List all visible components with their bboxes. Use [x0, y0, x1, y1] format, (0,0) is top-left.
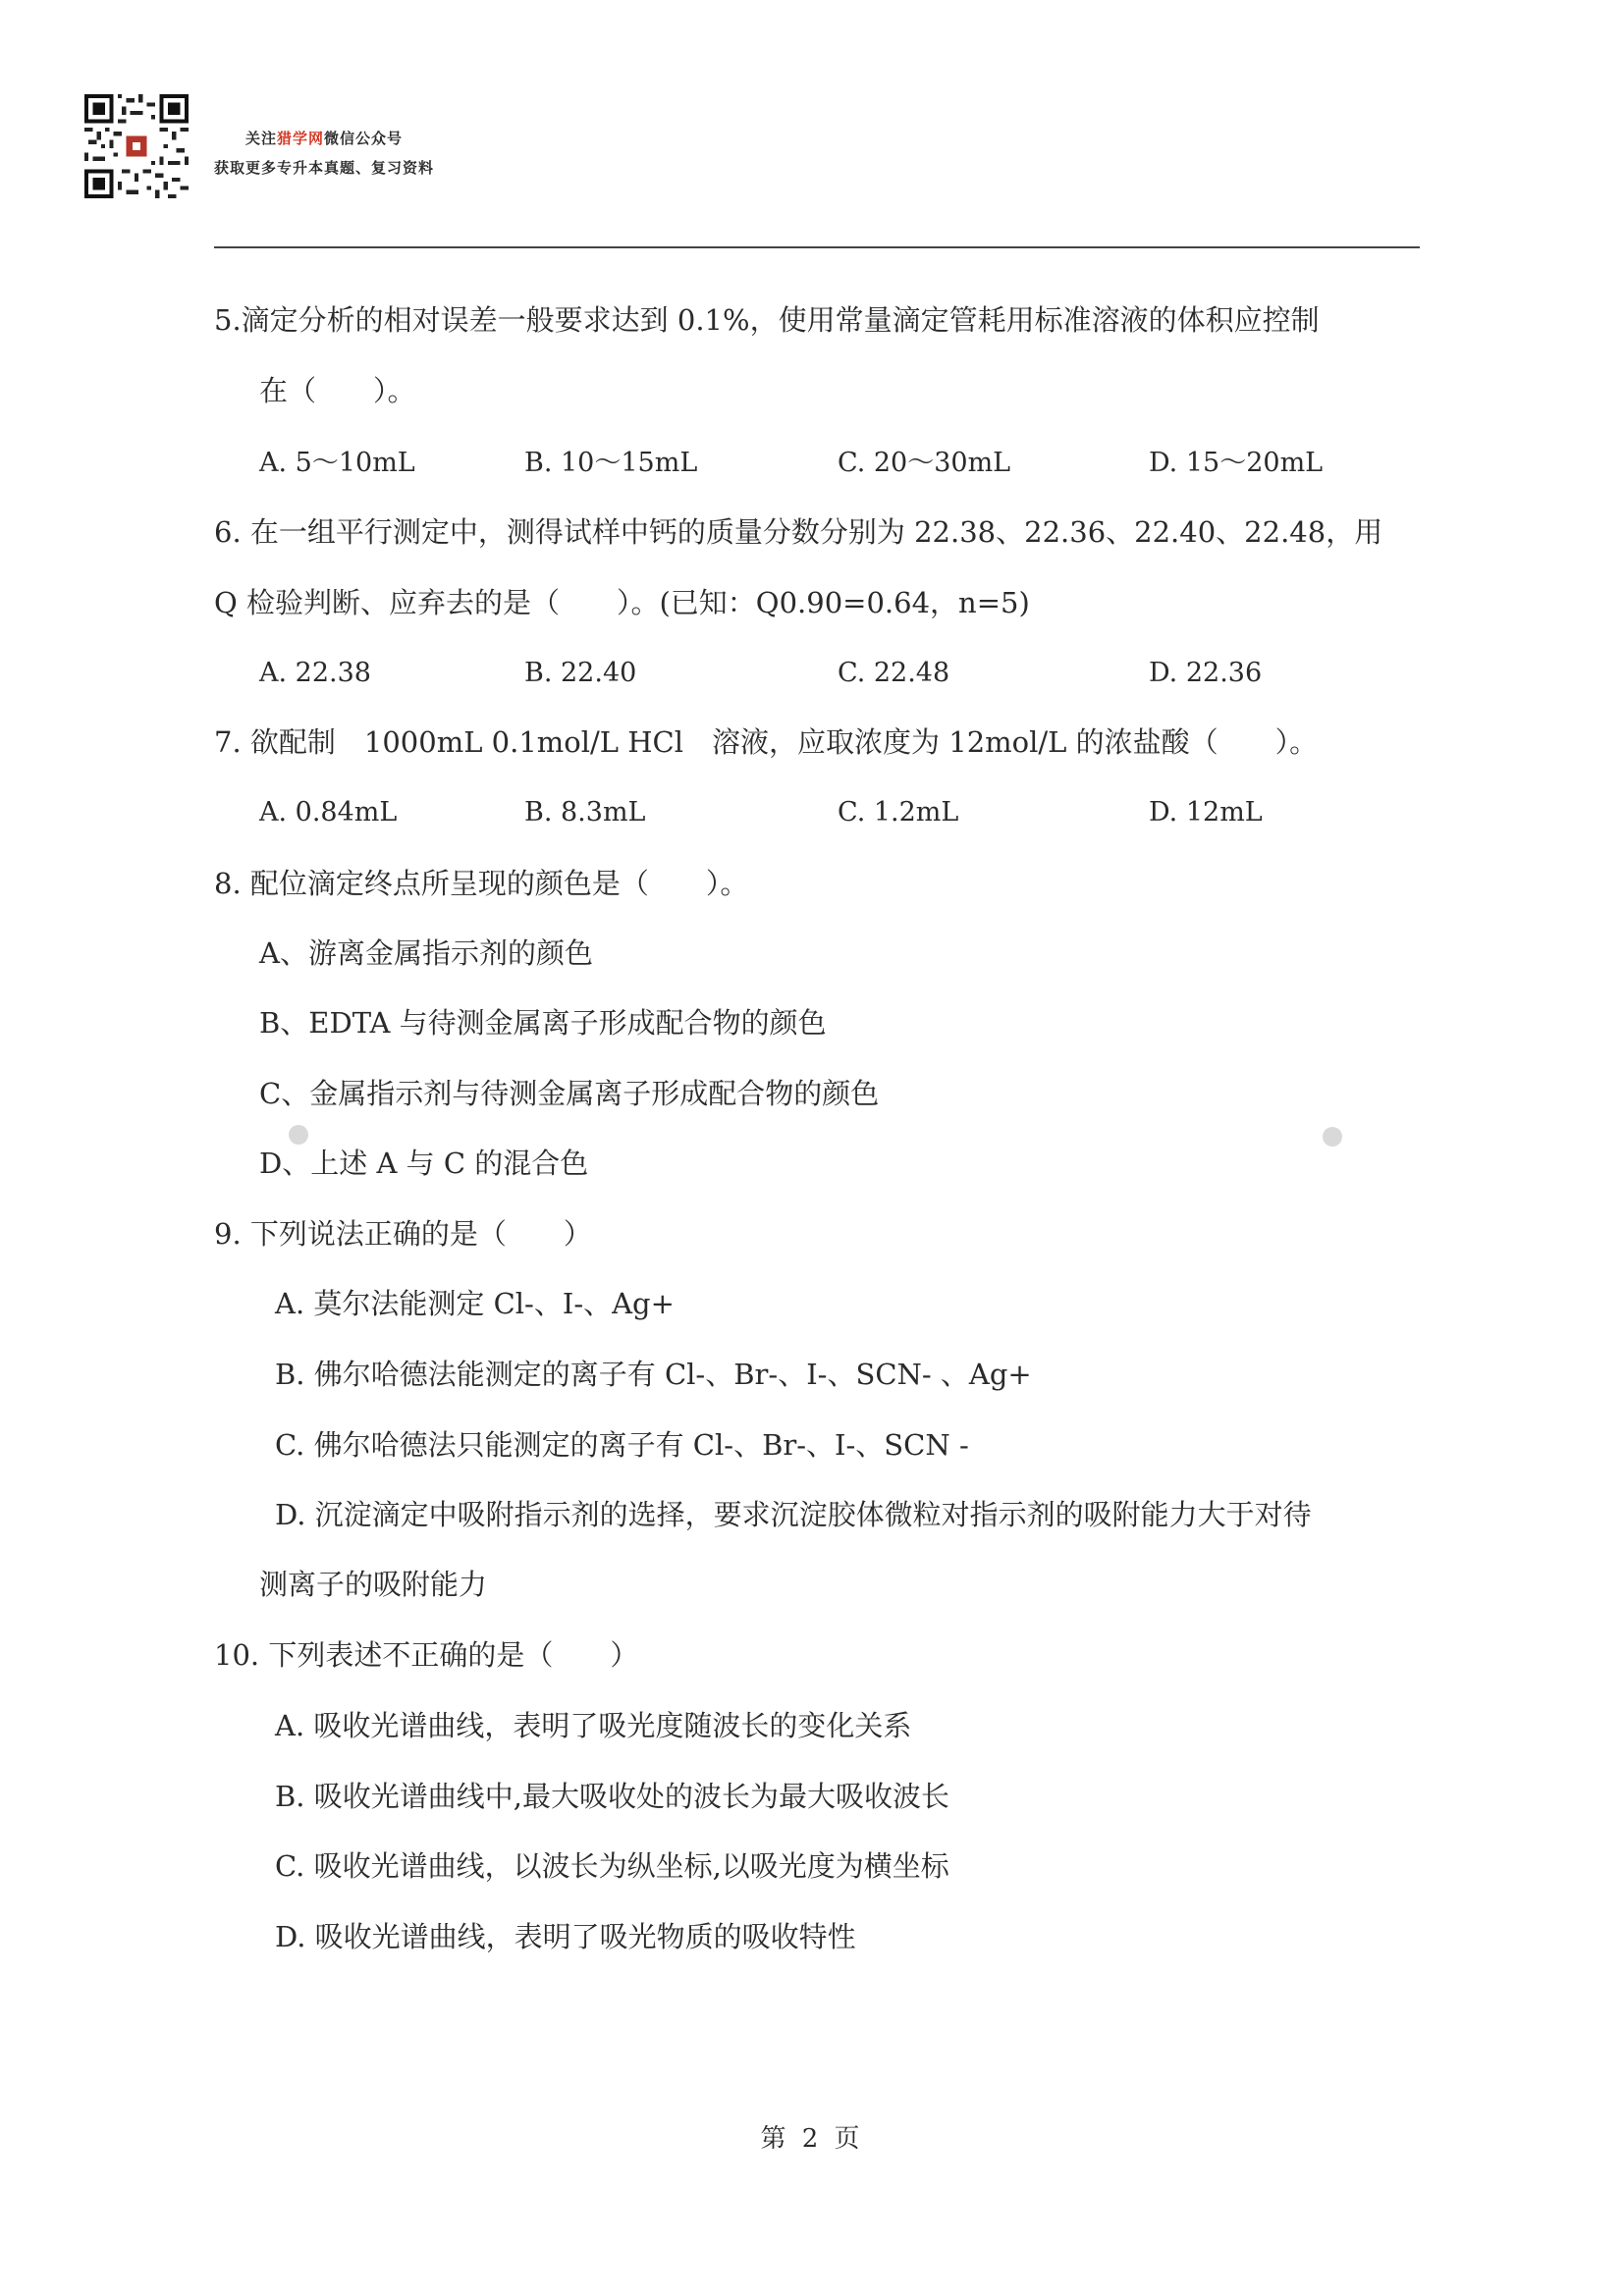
header-brand: 猎学网: [277, 130, 325, 147]
scan-dot-right: [1323, 1127, 1342, 1147]
q5-option-c: C. 20～30mL: [838, 448, 1011, 478]
q6-stem-line2: Q 检验判断、应弃去的是（ ）。(已知：Q0.90=0.64，n=5): [214, 586, 1030, 619]
q9-stem: 9. 下列说法正确的是（ ）: [214, 1217, 592, 1251]
q7-option-c: C. 1.2mL: [838, 797, 959, 828]
q10-option-b: B. 吸收光谱曲线中,最大吸收处的波长为最大吸收波长: [275, 1780, 949, 1813]
q7-stem: 7. 欲配制 1000mL 0.1mol/L HCl 溶液，应取浓度为 12mol/L 的浓盐酸（ ）。: [214, 725, 1319, 759]
header-wechat-line: [245, 128, 403, 148]
q8-option-c: C、金属指示剂与待测金属离子形成配合物的颜色: [259, 1077, 880, 1110]
header-prefix: 关注: [245, 130, 278, 147]
q7-option-b: B. 8.3mL: [524, 797, 646, 828]
q7-option-a: A. 0.84mL: [259, 797, 398, 828]
q9-option-d-line2: 测离子的吸附能力: [259, 1568, 488, 1601]
q5-option-b: B. 10～15mL: [524, 448, 698, 478]
q10-stem: 10. 下列表述不正确的是（ ）: [214, 1638, 639, 1672]
q6-option-b: B. 22.40: [524, 658, 637, 688]
q6-option-c: C. 22.48: [838, 658, 950, 688]
q9-option-c: C. 佛尔哈德法只能测定的离子有 Cl-、Br-、I-、SCN -: [275, 1428, 969, 1462]
q7-option-d: D. 12mL: [1149, 797, 1263, 828]
q5-stem-line2: 在（ ）。: [259, 374, 416, 407]
q6-option-a: A. 22.38: [259, 658, 371, 688]
page-number: 第 2 页: [760, 2124, 864, 2154]
q9-option-d-line1: D. 沉淀滴定中吸附指示剂的选择，要求沉淀胶体微粒对指示剂的吸附能力大于对待: [275, 1498, 1312, 1531]
q9-option-b: B. 佛尔哈德法能测定的离子有 Cl-、Br-、I-、SCN- 、Ag+: [275, 1358, 1032, 1391]
q9-option-a: A. 莫尔法能测定 Cl-、I-、Ag+: [275, 1287, 675, 1320]
header-divider: [214, 246, 1420, 248]
q6-stem-line1: 6. 在一组平行测定中，测得试样中钙的质量分数分别为 22.38、22.36、22.40、22.48，用: [214, 515, 1383, 549]
q10-option-c: C. 吸收光谱曲线，以波长为纵坐标,以吸光度为横坐标: [275, 1849, 949, 1883]
header-suffix: 微信公众号: [324, 130, 404, 147]
q8-option-b: B、EDTA 与待测金属离子形成配合物的颜色: [259, 1006, 827, 1040]
q5-option-a: A. 5～10mL: [259, 448, 415, 478]
scan-dot-left: [289, 1125, 308, 1145]
q10-option-a: A. 吸收光谱曲线，表明了吸光度随波长的变化关系: [275, 1709, 912, 1742]
qr-code-icon: [84, 94, 189, 198]
q8-option-d: D、上述 A 与 C 的混合色: [259, 1147, 589, 1180]
q8-option-a: A、游离金属指示剂的颜色: [259, 936, 593, 970]
q5-option-d: D. 15～20mL: [1149, 448, 1324, 478]
q5-stem-line1: 5.滴定分析的相对误差一般要求达到 0.1%，使用常量滴定管耗用标准溶液的体积应控制: [214, 303, 1320, 337]
q10-option-d: D. 吸收光谱曲线，表明了吸光物质的吸收特性: [275, 1920, 856, 1953]
q8-stem: 8. 配位滴定终点所呈现的颜色是（ ）。: [214, 867, 749, 900]
header-subtitle: 获取更多专升本真题、复习资料: [214, 159, 435, 177]
q6-option-d: D. 22.36: [1149, 658, 1263, 688]
